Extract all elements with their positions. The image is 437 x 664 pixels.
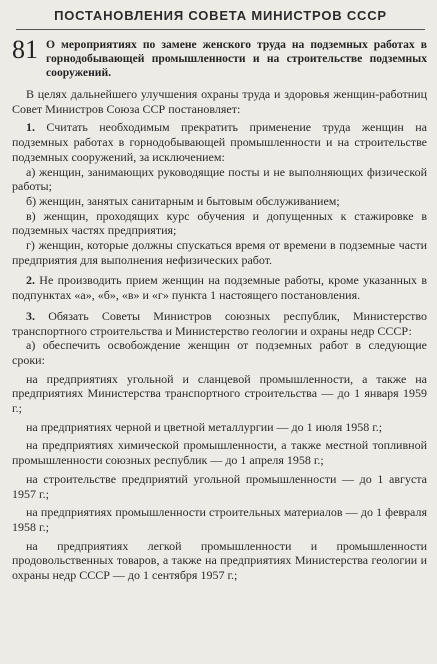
- item-1-v: в) женщин, проходящих курс обучения и допущенных к стажировке в подземных частях предприятия;: [12, 208, 427, 238]
- decree-heading: [12, 37, 427, 80]
- deadline-line: на предприятиях химической промышленности, а также местной топливной промышленности союзных республик — до 1 апреля 1958 г.;: [12, 438, 427, 468]
- deadline-line: на предприятиях легкой промышленности и промышленности продовольственных товаров, а также на предприятиях Министерства геологии и охраны недр СССР — до 1 сентября 1957 г.;: [12, 538, 427, 583]
- item-1: [12, 120, 427, 164]
- decree-body: [12, 87, 427, 583]
- item-2-text: Не производить прием женщин на подземные работы, кроме указанных в подпунктах «а», «б», «в» и «г» пункта 1 настоящего постановления.: [12, 273, 427, 303]
- item-2: [12, 273, 427, 302]
- item-3-a: а) обеспечить освобождение женщин от подземных работ в следующие сроки:: [12, 338, 427, 367]
- deadline-line: на строительстве предприятий угольной промышленности — до 1 августа 1957 г.;: [12, 471, 427, 501]
- item-1-a: а) женщин, занимающих руководящие посты и не выполняющих физической работы;: [12, 164, 427, 194]
- item-3-text: Обязать Советы Министров союзных республик, Министерство транспортного строительства и Министерство геологии и охраны недр СССР:: [12, 308, 427, 338]
- page-header: ПОСТАНОВЛЕНИЯ СОВЕТА МИНИСТРОВ СССР: [16, 8, 425, 30]
- deadline-line: на предприятиях промышленности строительных материалов — до 1 февраля 1958 г.;: [12, 505, 427, 534]
- item-3: [12, 309, 427, 338]
- decree-number: 81: [12, 35, 38, 64]
- item-1-g: г) женщин, которые должны спускаться время от времени в подземные части предприятия для выполнения нефизических работ.: [12, 238, 427, 267]
- item-1-text: Считать необходимым прекратить применение труда женщин на подземных работах в горнодобывающей промышленности и на строительстве подземных сооружений, за исключением:: [12, 120, 428, 164]
- item-1-b: б) женщин, занятых санитарным и бытовым обслуживанием;: [26, 193, 340, 208]
- preamble: В целях дальнейшего улучшения охраны труда и здоровья женщин-работниц Совет Министров Союза ССР постановляет:: [12, 87, 427, 116]
- deadline-line: на предприятиях черной и цветной металлургии — до 1 июля 1958 г.;: [26, 419, 383, 434]
- item-1-number: 1.: [26, 120, 35, 135]
- decree-title: О мероприятиях по замене женского труда на подземных работах в горнодобывающей промышленности и на строительстве подземных сооружений.: [46, 38, 427, 79]
- deadline-line: на предприятиях угольной и сланцевой промышленности, а также на предприятиях Министерства транспортного строительства — до 1 января 1959 г.;: [12, 371, 427, 416]
- item-3-number: 3.: [26, 308, 35, 323]
- item-2-number: 2.: [26, 273, 35, 288]
